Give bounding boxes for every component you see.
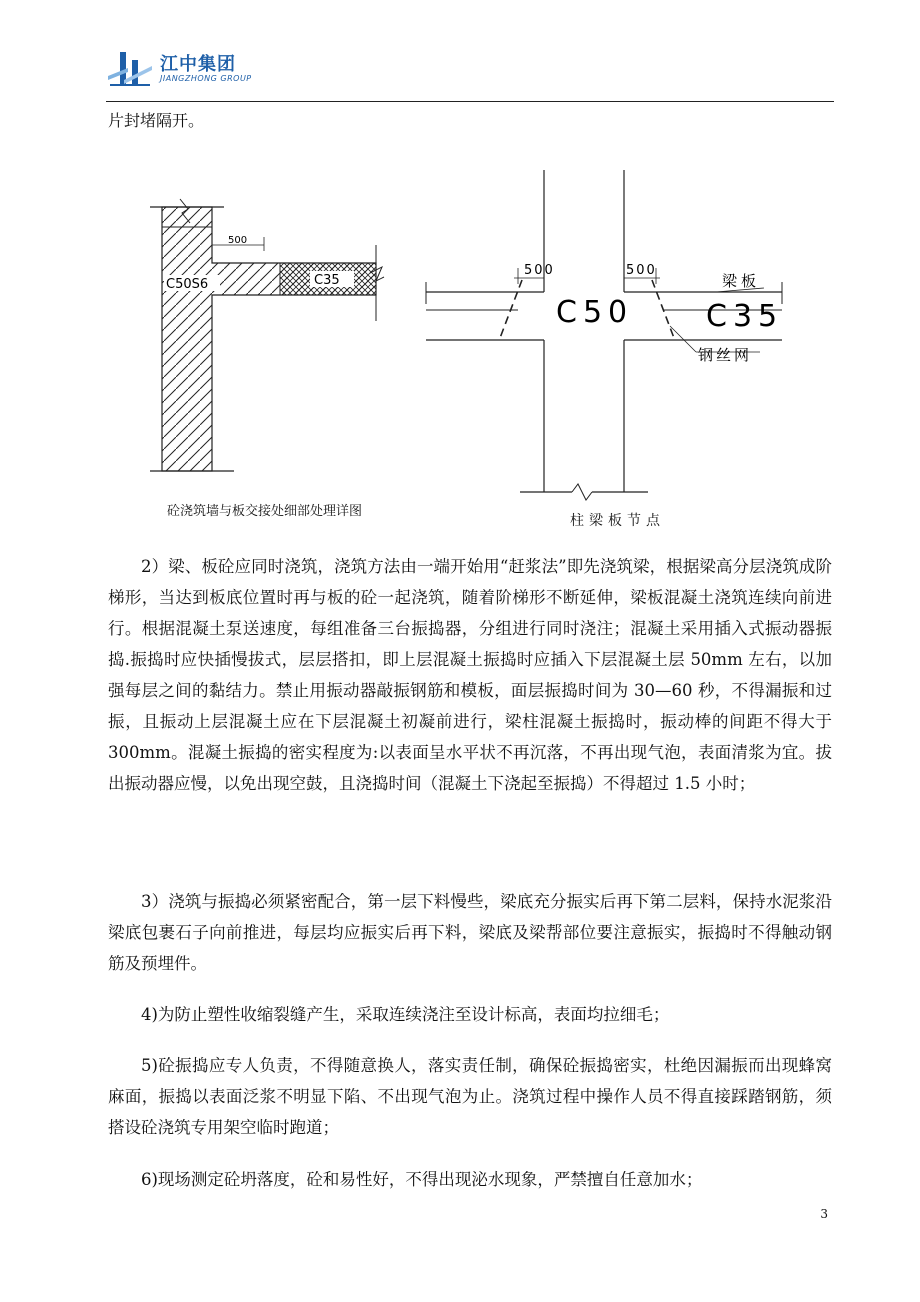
label-wire-mesh: 钢丝网 bbox=[698, 346, 753, 364]
wall-section bbox=[162, 207, 376, 471]
logo-text-cn: 江中集团 bbox=[160, 54, 236, 75]
wall-slab-detail-figure bbox=[140, 185, 400, 485]
page-header bbox=[106, 42, 836, 102]
label-c50: C50 bbox=[556, 295, 634, 330]
header-divider bbox=[106, 101, 834, 102]
company-logo-icon bbox=[106, 46, 154, 86]
dim-label-500: 500 bbox=[228, 235, 248, 246]
paragraph-4: 4)为防止塑性收缩裂缝产生，采取连续浇注至设计标高，表面均拉细毛； bbox=[141, 1005, 670, 1024]
paragraph-5: 5)砼振捣应专人负责，不得随意换人，落实责任制，确保砼振捣密实，杜绝因漏振而出现蜂窝麻面，振捣以表面泛浆不明显下陷、不出现气泡为止。浇筑过程中操作人员不得直接踩踏钢筋，须搭设砼浇筑专用架空临时跑道； bbox=[108, 1056, 832, 1137]
page-number: 3 bbox=[820, 1207, 828, 1221]
label-c35: C35 bbox=[706, 299, 784, 334]
label-beam-slab: 梁板 bbox=[722, 272, 761, 290]
lead-text: 片封堵隔开。 bbox=[108, 111, 205, 130]
paragraph-6: 6)现场测定砼坍落度，砼和易性好，不得出现泌水现象，严禁擅自任意加水； bbox=[141, 1170, 703, 1189]
left-figure-caption: 砼浇筑墙与板交接处细部处理详图 bbox=[167, 504, 363, 519]
column-beam-slab-joint-figure bbox=[420, 170, 800, 510]
right-figure-caption: 柱梁板节点 bbox=[570, 513, 665, 529]
wall-label-c50s6: C50S6 bbox=[166, 277, 209, 292]
logo-text-en: JIANGZHONG GROUP bbox=[160, 74, 252, 83]
paragraph-3: 3）浇筑与振捣必须紧密配合，第一层下料慢些，梁底充分振实后再下第二层料，保持水泥浆沿梁底包裹石子向前推进，每层均应振实后再下料，梁底及梁帮部位要注意振实，振捣时不得触动钢筋及预埋件。 bbox=[108, 892, 832, 973]
dim-label-500-right: 500 bbox=[626, 263, 657, 278]
paragraph-2: 2）梁、板砼应同时浇筑，浇筑方法由一端开始用“赶浆法”即先浇筑梁，根据梁高分层浇筑成阶梯形，当达到板底位置时再与板的砼一起浇筑，随着阶梯形不断延伸，梁板混凝土浇筑连续向前进行。根据混凝土泵送速度，每组准备三台振捣器，分组进行同时浇注；混凝土采用插入式振动器振捣.振捣时应快插慢拔式，层层搭扣，即上层混凝土振捣时应插入下层混凝土层 50mm 左右，以加强每层之间的黏结力。禁止用振动器敲振钢筋和模板，面层振捣时间为 30—60 秒，不得漏振和过振，且振动上层混凝土应在下层混凝土初凝前进行，梁柱混凝土振捣时，振动棒的间距不得大于 300mm。混凝土振捣的密实程度为:以表面呈水平状不再沉落，不再出现气泡，表面清浆为宜。拔出振动器应慢，以免出现空鼓，且浇捣时间（混凝土下浇起至振捣）不得超过 1.5 小时； bbox=[108, 557, 832, 793]
slab-label-c35: C35 bbox=[314, 273, 340, 288]
dim-label-500-left: 500 bbox=[524, 263, 555, 278]
